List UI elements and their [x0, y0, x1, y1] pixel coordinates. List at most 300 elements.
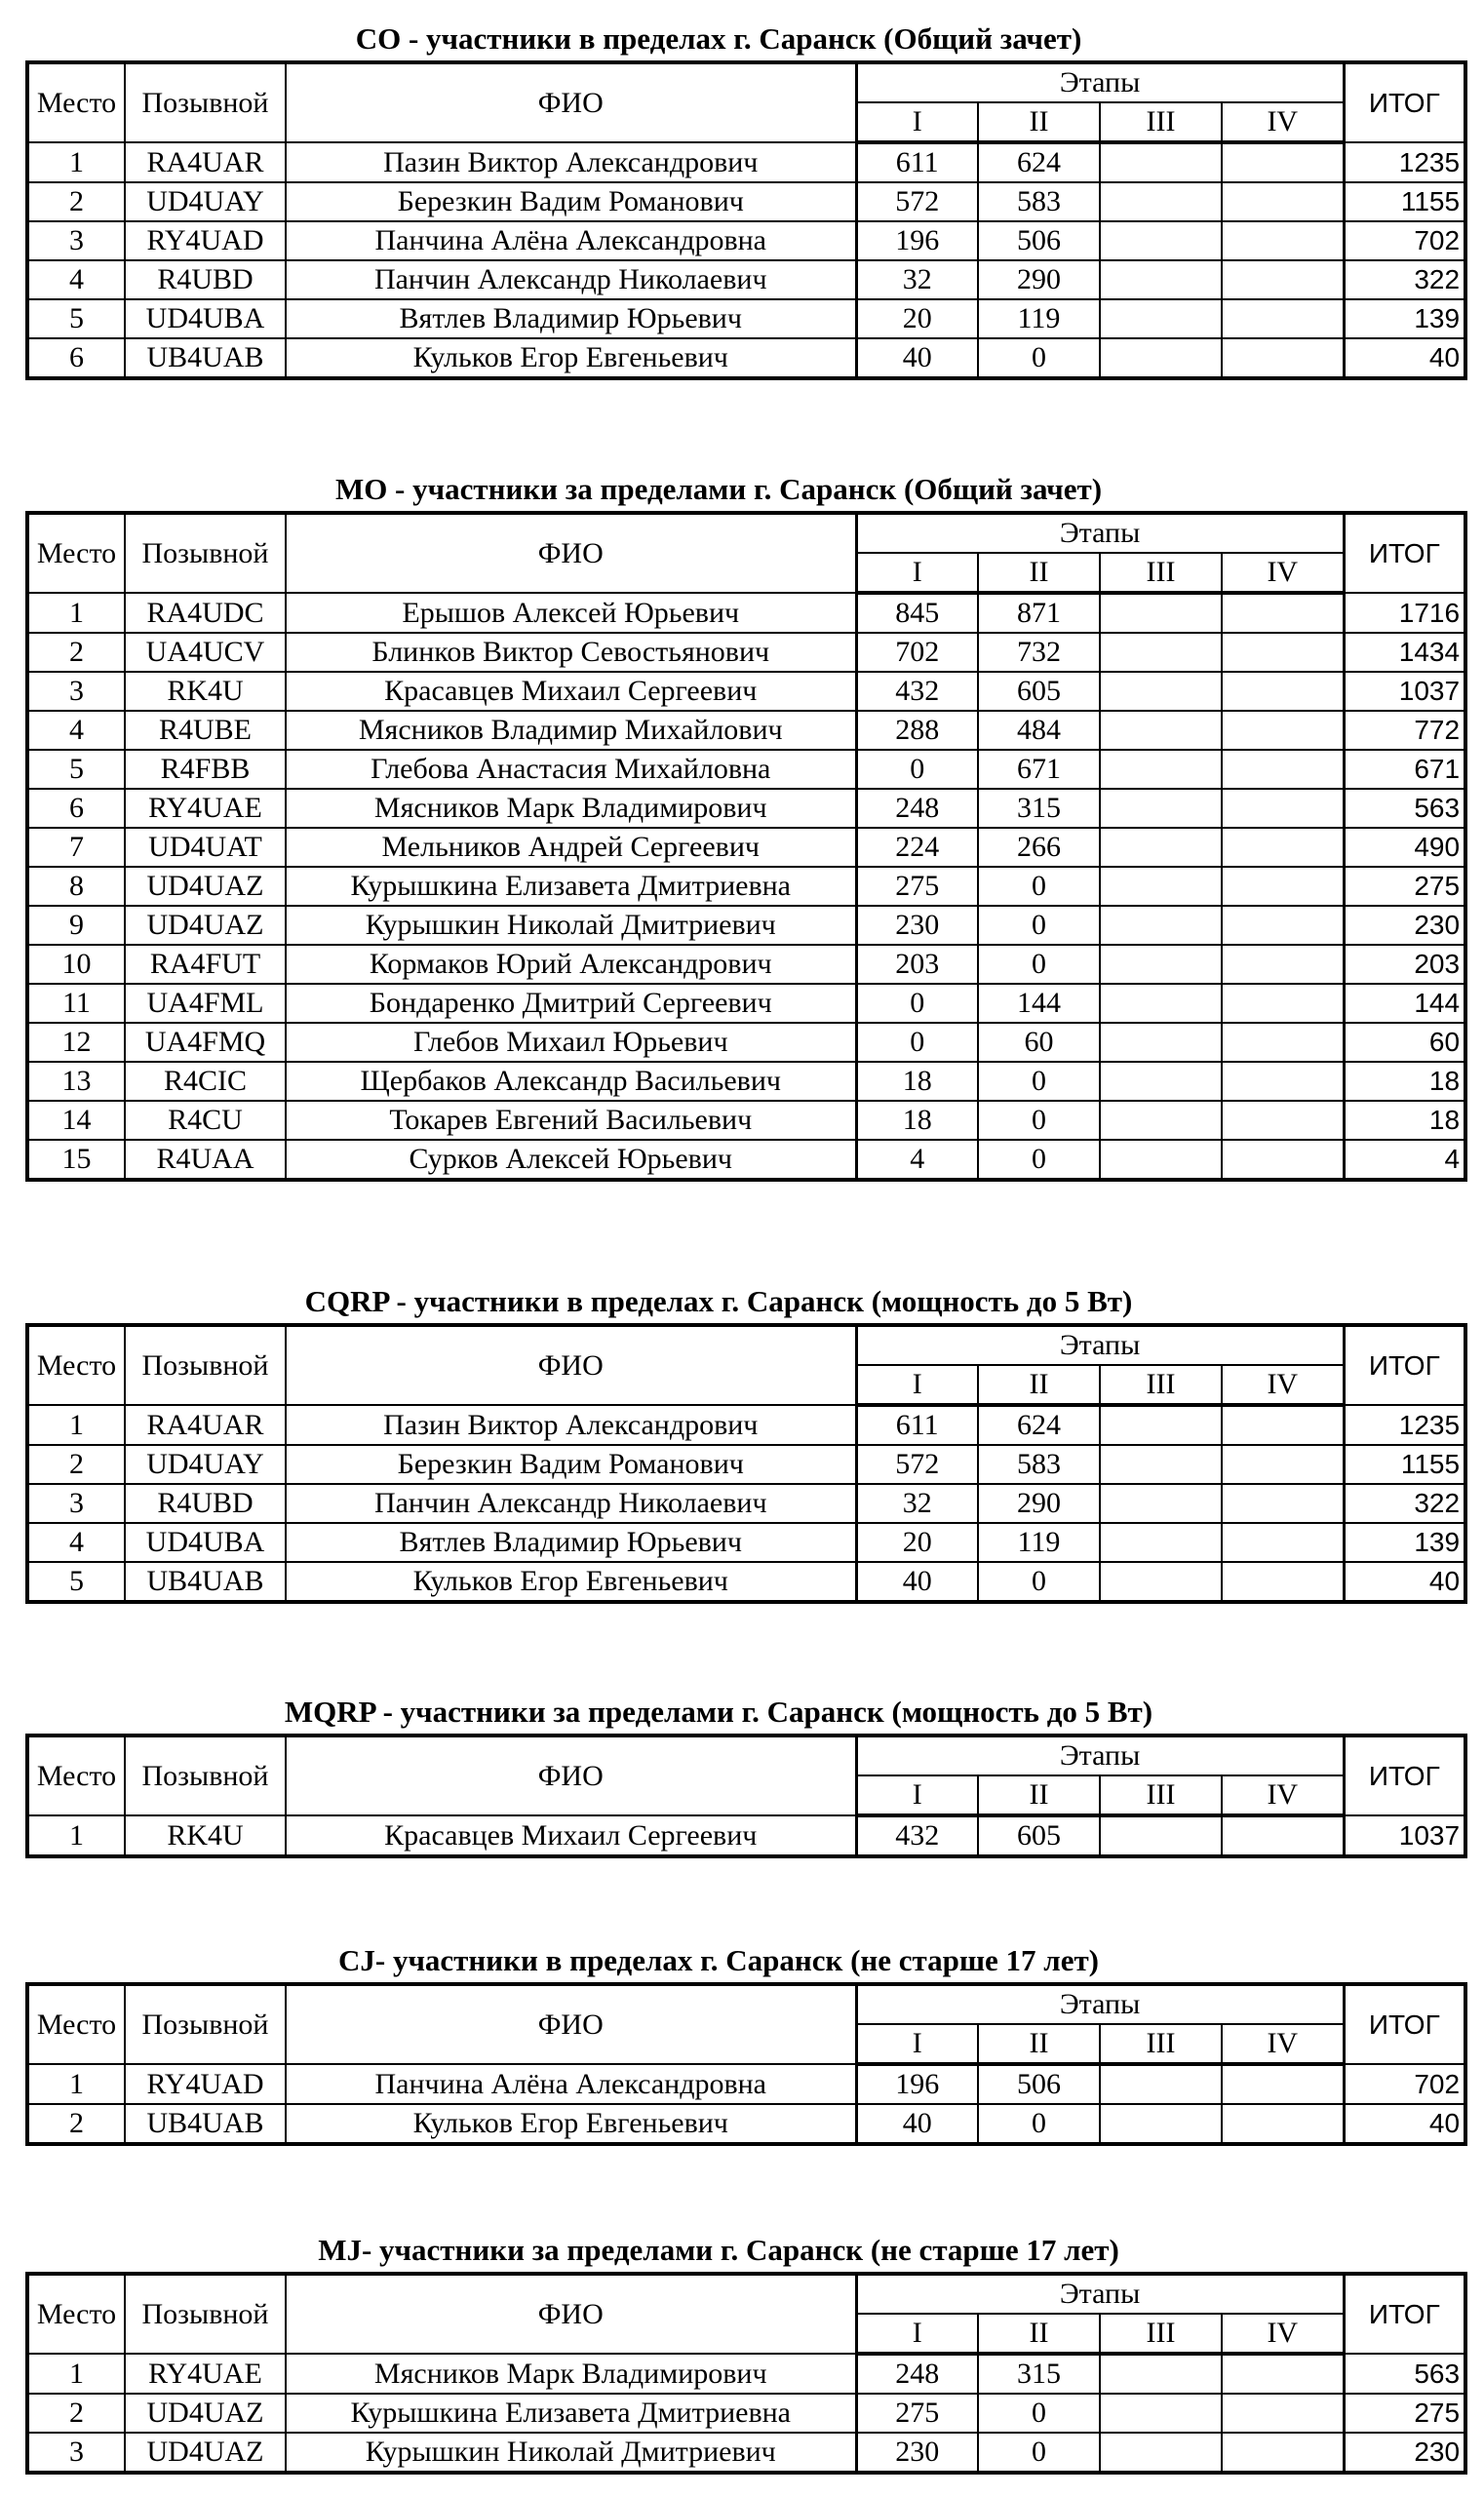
header-stage-2: II [978, 102, 1100, 142]
section-title: CO - участники в пределах г. Саранск (Общий зачет) [355, 21, 1082, 56]
cell-total: 1155 [1344, 182, 1465, 221]
cell-stage-1: 40 [856, 338, 978, 378]
table-row [27, 142, 1465, 182]
header-stage-3: III [1100, 2024, 1222, 2064]
header-stage-2: II [978, 553, 1100, 593]
cell-stage-2: 506 [978, 2064, 1100, 2104]
cell-fio: Вятлев Владимир Юрьевич [286, 299, 856, 338]
cell-stage-3 [1100, 1445, 1222, 1484]
cell-stage-2: 871 [978, 593, 1100, 633]
cell-stage-4 [1222, 2433, 1344, 2473]
cell-stage-4 [1222, 1562, 1344, 1602]
cell-stage-1: 4 [856, 1140, 978, 1180]
results-table [25, 60, 1467, 380]
cell-total: 60 [1344, 1023, 1465, 1062]
cell-stage-1: 40 [856, 1562, 978, 1602]
cell-stage-1: 248 [856, 789, 978, 828]
header-stage-2: II [978, 2024, 1100, 2064]
table-row [27, 828, 1465, 867]
cell-place: 2 [27, 1445, 125, 1484]
header-stage-1: I [856, 1775, 978, 1815]
cell-place: 8 [27, 867, 125, 906]
cell-total: 671 [1344, 750, 1465, 789]
header-stage-3: III [1100, 102, 1222, 142]
header-place: Место [27, 62, 125, 142]
cell-stage-3 [1100, 2433, 1222, 2473]
cell-stage-3 [1100, 299, 1222, 338]
cell-stage-4 [1222, 906, 1344, 945]
cell-total: 322 [1344, 1484, 1465, 1523]
cell-total: 18 [1344, 1062, 1465, 1101]
cell-fio: Пазин Виктор Александрович [286, 1405, 856, 1445]
cell-stage-2: 0 [978, 1101, 1100, 1140]
section-title: MJ- участники за пределами г. Саранск (не старше 17 лет) [318, 2233, 1119, 2267]
cell-place: 3 [27, 221, 125, 260]
cell-total: 40 [1344, 1562, 1465, 1602]
table-row [27, 1140, 1465, 1180]
cell-place: 3 [27, 2433, 125, 2473]
cell-place: 1 [27, 1405, 125, 1445]
cell-fio: Березкин Вадим Романович [286, 182, 856, 221]
cell-stage-1: 0 [856, 1023, 978, 1062]
table-row [27, 1815, 1465, 1856]
cell-stage-3 [1100, 1815, 1222, 1856]
table-row [27, 2354, 1465, 2394]
cell-total: 203 [1344, 945, 1465, 984]
cell-fio: Березкин Вадим Романович [286, 1445, 856, 1484]
cell-stage-2: 0 [978, 2433, 1100, 2473]
header-total: ИТОГ [1344, 62, 1465, 142]
cell-stage-2: 119 [978, 299, 1100, 338]
cell-stage-3 [1100, 221, 1222, 260]
cell-callsign: R4FBB [125, 750, 286, 789]
cell-callsign: UD4UAY [125, 182, 286, 221]
cell-stage-3 [1100, 2354, 1222, 2394]
cell-place: 15 [27, 1140, 125, 1180]
cell-place: 4 [27, 1523, 125, 1562]
cell-stage-3 [1100, 2394, 1222, 2433]
cell-stage-2: 0 [978, 1062, 1100, 1101]
cell-stage-1: 196 [856, 221, 978, 260]
cell-callsign: RY4UAE [125, 789, 286, 828]
cell-fio: Блинков Виктор Севостьянович [286, 633, 856, 672]
header-callsign: Позывной [125, 62, 286, 142]
cell-stage-1: 288 [856, 711, 978, 750]
cell-stage-2: 0 [978, 1562, 1100, 1602]
cell-stage-3 [1100, 2064, 1222, 2104]
cell-fio: Щербаков Александр Васильевич [286, 1062, 856, 1101]
cell-stage-4 [1222, 1140, 1344, 1180]
cell-stage-2: 119 [978, 1523, 1100, 1562]
cell-stage-1: 196 [856, 2064, 978, 2104]
cell-total: 563 [1344, 2354, 1465, 2394]
table-row [27, 260, 1465, 299]
cell-place: 5 [27, 299, 125, 338]
cell-place: 12 [27, 1023, 125, 1062]
cell-fio: Курышкина Елизавета Дмитриевна [286, 867, 856, 906]
cell-callsign: UD4UAZ [125, 867, 286, 906]
header-stages: Этапы [856, 62, 1344, 102]
cell-total: 1037 [1344, 1815, 1465, 1856]
table-row [27, 789, 1465, 828]
cell-callsign: UD4UBA [125, 1523, 286, 1562]
header-total: ИТОГ [1344, 513, 1465, 593]
cell-stage-4 [1222, 221, 1344, 260]
cell-stage-1: 432 [856, 672, 978, 711]
cell-stage-4 [1222, 142, 1344, 182]
cell-stage-4 [1222, 1062, 1344, 1101]
cell-stage-1: 203 [856, 945, 978, 984]
cell-stage-1: 845 [856, 593, 978, 633]
header-fio: ФИО [286, 62, 856, 142]
header-stage-3: III [1100, 2314, 1222, 2354]
cell-stage-1: 40 [856, 2104, 978, 2144]
cell-stage-4 [1222, 789, 1344, 828]
cell-stage-4 [1222, 2394, 1344, 2433]
cell-fio: Бондаренко Дмитрий Сергеевич [286, 984, 856, 1023]
cell-stage-3 [1100, 633, 1222, 672]
cell-total: 772 [1344, 711, 1465, 750]
cell-stage-4 [1222, 711, 1344, 750]
cell-callsign: RA4UDC [125, 593, 286, 633]
cell-place: 1 [27, 593, 125, 633]
header-callsign: Позывной [125, 1984, 286, 2064]
table-row [27, 2433, 1465, 2473]
results-table [25, 1734, 1467, 1858]
cell-stage-4 [1222, 1484, 1344, 1523]
results-table [25, 1982, 1467, 2146]
cell-callsign: R4CU [125, 1101, 286, 1140]
cell-stage-4 [1222, 1405, 1344, 1445]
cell-fio: Панчина Алёна Александровна [286, 221, 856, 260]
cell-stage-4 [1222, 1023, 1344, 1062]
table-row [27, 1023, 1465, 1062]
header-stage-4: IV [1222, 1775, 1344, 1815]
cell-place: 1 [27, 1815, 125, 1856]
cell-stage-3 [1100, 1562, 1222, 1602]
cell-callsign: UD4UAZ [125, 2394, 286, 2433]
header-stage-3: III [1100, 553, 1222, 593]
cell-total: 1037 [1344, 672, 1465, 711]
cell-stage-4 [1222, 828, 1344, 867]
cell-place: 2 [27, 2394, 125, 2433]
header-total: ИТОГ [1344, 2274, 1465, 2354]
table-row [27, 182, 1465, 221]
header-place: Место [27, 513, 125, 593]
header-stage-4: IV [1222, 553, 1344, 593]
cell-stage-1: 32 [856, 260, 978, 299]
cell-total: 139 [1344, 299, 1465, 338]
header-stage-2: II [978, 1365, 1100, 1405]
cell-stage-1: 224 [856, 828, 978, 867]
table-row [27, 1445, 1465, 1484]
table-row [27, 867, 1465, 906]
cell-stage-2: 0 [978, 945, 1100, 984]
cell-stage-3 [1100, 906, 1222, 945]
cell-stage-3 [1100, 1023, 1222, 1062]
cell-stage-2: 144 [978, 984, 1100, 1023]
table-row [27, 338, 1465, 378]
section-title: CJ- участники в пределах г. Саранск (не старше 17 лет) [337, 1943, 1100, 1977]
cell-place: 2 [27, 2104, 125, 2144]
cell-total: 1235 [1344, 142, 1465, 182]
cell-stage-1: 20 [856, 299, 978, 338]
cell-total: 275 [1344, 2394, 1465, 2433]
cell-fio: Курышкина Елизавета Дмитриевна [286, 2394, 856, 2433]
cell-total: 4 [1344, 1140, 1465, 1180]
header-stage-1: I [856, 102, 978, 142]
cell-fio: Глебов Михаил Юрьевич [286, 1023, 856, 1062]
header-stage-3: III [1100, 1365, 1222, 1405]
header-stage-1: I [856, 2024, 978, 2064]
cell-stage-4 [1222, 299, 1344, 338]
header-place: Место [27, 1736, 125, 1815]
table-row [27, 1523, 1465, 1562]
cell-stage-3 [1100, 945, 1222, 984]
cell-fio: Сурков Алексей Юрьевич [286, 1140, 856, 1180]
cell-place: 7 [27, 828, 125, 867]
cell-callsign: R4CIC [125, 1062, 286, 1101]
header-stages: Этапы [856, 1325, 1344, 1365]
cell-stage-1: 248 [856, 2354, 978, 2394]
cell-callsign: UA4FML [125, 984, 286, 1023]
cell-stage-3 [1100, 182, 1222, 221]
cell-place: 5 [27, 1562, 125, 1602]
cell-fio: Мясников Марк Владимирович [286, 2354, 856, 2394]
cell-total: 1235 [1344, 1405, 1465, 1445]
header-fio: ФИО [286, 1736, 856, 1815]
cell-fio: Мясников Марк Владимирович [286, 789, 856, 828]
cell-callsign: R4UAA [125, 1140, 286, 1180]
header-stage-1: I [856, 2314, 978, 2354]
table-row [27, 750, 1465, 789]
cell-stage-2: 484 [978, 711, 1100, 750]
cell-fio: Красавцев Михаил Сергеевич [286, 1815, 856, 1856]
header-fio: ФИО [286, 1984, 856, 2064]
results-table [25, 511, 1467, 1182]
cell-fio: Кульков Егор Евгеньевич [286, 1562, 856, 1602]
cell-stage-2: 0 [978, 338, 1100, 378]
cell-total: 40 [1344, 338, 1465, 378]
cell-callsign: UB4UAB [125, 338, 286, 378]
header-callsign: Позывной [125, 1736, 286, 1815]
table-row [27, 1405, 1465, 1445]
cell-stage-4 [1222, 182, 1344, 221]
cell-stage-2: 605 [978, 672, 1100, 711]
cell-callsign: UD4UBA [125, 299, 286, 338]
cell-stage-2: 583 [978, 182, 1100, 221]
cell-stage-1: 230 [856, 2433, 978, 2473]
header-stages: Этапы [856, 1984, 1344, 2024]
cell-stage-2: 583 [978, 1445, 1100, 1484]
cell-callsign: R4UBE [125, 711, 286, 750]
cell-total: 490 [1344, 828, 1465, 867]
cell-total: 322 [1344, 260, 1465, 299]
cell-stage-1: 275 [856, 2394, 978, 2433]
cell-callsign: UA4FMQ [125, 1023, 286, 1062]
cell-callsign: UB4UAB [125, 1562, 286, 1602]
table-row [27, 711, 1465, 750]
cell-stage-3 [1100, 142, 1222, 182]
cell-fio: Панчин Александр Николаевич [286, 260, 856, 299]
header-stages: Этапы [856, 1736, 1344, 1775]
cell-fio: Панчина Алёна Александровна [286, 2064, 856, 2104]
cell-callsign: R4UBD [125, 1484, 286, 1523]
cell-stage-2: 732 [978, 633, 1100, 672]
header-stage-4: IV [1222, 102, 1344, 142]
cell-stage-1: 702 [856, 633, 978, 672]
cell-stage-2: 671 [978, 750, 1100, 789]
table-row [27, 1101, 1465, 1140]
cell-stage-3 [1100, 711, 1222, 750]
table-row [27, 1562, 1465, 1602]
header-stage-2: II [978, 2314, 1100, 2354]
cell-total: 1155 [1344, 1445, 1465, 1484]
cell-fio: Кульков Егор Евгеньевич [286, 2104, 856, 2144]
header-stages: Этапы [856, 2274, 1344, 2314]
cell-place: 3 [27, 1484, 125, 1523]
header-callsign: Позывной [125, 2274, 286, 2354]
header-callsign: Позывной [125, 513, 286, 593]
table-row [27, 1062, 1465, 1101]
cell-stage-2: 0 [978, 2104, 1100, 2144]
header-place: Место [27, 2274, 125, 2354]
cell-fio: Курышкин Николай Дмитриевич [286, 906, 856, 945]
cell-stage-4 [1222, 2104, 1344, 2144]
cell-stage-2: 506 [978, 221, 1100, 260]
cell-total: 40 [1344, 2104, 1465, 2144]
cell-callsign: UD4UAZ [125, 2433, 286, 2473]
header-total: ИТОГ [1344, 1984, 1465, 2064]
table-row [27, 299, 1465, 338]
cell-stage-3 [1100, 828, 1222, 867]
cell-place: 1 [27, 2064, 125, 2104]
table-row [27, 672, 1465, 711]
header-stages: Этапы [856, 513, 1344, 553]
header-fio: ФИО [286, 2274, 856, 2354]
cell-fio: Мясников Владимир Михайлович [286, 711, 856, 750]
header-fio: ФИО [286, 513, 856, 593]
table-row [27, 2064, 1465, 2104]
cell-stage-4 [1222, 984, 1344, 1023]
cell-total: 144 [1344, 984, 1465, 1023]
cell-stage-3 [1100, 1405, 1222, 1445]
header-fio: ФИО [286, 1325, 856, 1405]
cell-callsign: R4UBD [125, 260, 286, 299]
cell-place: 1 [27, 2354, 125, 2394]
cell-stage-1: 18 [856, 1062, 978, 1101]
header-stage-1: I [856, 1365, 978, 1405]
cell-total: 139 [1344, 1523, 1465, 1562]
cell-stage-4 [1222, 750, 1344, 789]
cell-callsign: RA4FUT [125, 945, 286, 984]
table-row [27, 906, 1465, 945]
cell-callsign: UD4UAY [125, 1445, 286, 1484]
cell-place: 1 [27, 142, 125, 182]
cell-stage-2: 60 [978, 1023, 1100, 1062]
cell-stage-1: 32 [856, 1484, 978, 1523]
header-stage-4: IV [1222, 2314, 1344, 2354]
table-row [27, 2104, 1465, 2144]
cell-total: 18 [1344, 1101, 1465, 1140]
cell-stage-1: 572 [856, 182, 978, 221]
table-row [27, 945, 1465, 984]
cell-stage-3 [1100, 672, 1222, 711]
cell-place: 6 [27, 338, 125, 378]
cell-fio: Курышкин Николай Дмитриевич [286, 2433, 856, 2473]
cell-fio: Глебова Анастасия Михайловна [286, 750, 856, 789]
cell-stage-3 [1100, 2104, 1222, 2144]
cell-stage-3 [1100, 1140, 1222, 1180]
cell-callsign: RK4U [125, 1815, 286, 1856]
cell-stage-4 [1222, 338, 1344, 378]
cell-stage-2: 290 [978, 260, 1100, 299]
table-row [27, 2394, 1465, 2433]
cell-stage-4 [1222, 1101, 1344, 1140]
header-stage-4: IV [1222, 2024, 1344, 2064]
cell-stage-2: 0 [978, 2394, 1100, 2433]
cell-stage-3 [1100, 260, 1222, 299]
cell-stage-1: 20 [856, 1523, 978, 1562]
cell-stage-1: 18 [856, 1101, 978, 1140]
cell-stage-1: 572 [856, 1445, 978, 1484]
cell-callsign: UD4UAZ [125, 906, 286, 945]
cell-stage-2: 290 [978, 1484, 1100, 1523]
cell-fio: Вятлев Владимир Юрьевич [286, 1523, 856, 1562]
cell-stage-1: 0 [856, 984, 978, 1023]
cell-place: 2 [27, 633, 125, 672]
table-row [27, 1484, 1465, 1523]
cell-callsign: UA4UCV [125, 633, 286, 672]
header-stage-2: II [978, 1775, 1100, 1815]
results-table [25, 1323, 1467, 1604]
header-total: ИТОГ [1344, 1325, 1465, 1405]
cell-callsign: UD4UAT [125, 828, 286, 867]
cell-stage-1: 0 [856, 750, 978, 789]
cell-stage-1: 611 [856, 142, 978, 182]
cell-total: 230 [1344, 906, 1465, 945]
section-title: MQRP - участники за пределами г. Саранск (мощность до 5 Вт) [284, 1695, 1153, 1729]
cell-stage-1: 432 [856, 1815, 978, 1856]
cell-fio: Токарев Евгений Васильевич [286, 1101, 856, 1140]
cell-total: 1716 [1344, 593, 1465, 633]
section-title: CQRP - участники в пределах г. Саранск (мощность до 5 Вт) [304, 1284, 1133, 1318]
cell-place: 14 [27, 1101, 125, 1140]
table-row [27, 593, 1465, 633]
cell-stage-3 [1100, 1101, 1222, 1140]
cell-fio: Кормаков Юрий Александрович [286, 945, 856, 984]
cell-stage-2: 315 [978, 789, 1100, 828]
cell-stage-4 [1222, 260, 1344, 299]
cell-stage-4 [1222, 672, 1344, 711]
cell-stage-3 [1100, 593, 1222, 633]
cell-fio: Кульков Егор Евгеньевич [286, 338, 856, 378]
cell-stage-1: 611 [856, 1405, 978, 1445]
header-stage-3: III [1100, 1775, 1222, 1815]
cell-total: 702 [1344, 2064, 1465, 2104]
header-place: Место [27, 1984, 125, 2064]
cell-place: 10 [27, 945, 125, 984]
cell-stage-3 [1100, 1523, 1222, 1562]
cell-stage-2: 315 [978, 2354, 1100, 2394]
header-stage-1: I [856, 553, 978, 593]
cell-stage-4 [1222, 1523, 1344, 1562]
cell-place: 6 [27, 789, 125, 828]
cell-callsign: RK4U [125, 672, 286, 711]
cell-place: 13 [27, 1062, 125, 1101]
cell-total: 702 [1344, 221, 1465, 260]
cell-stage-3 [1100, 867, 1222, 906]
